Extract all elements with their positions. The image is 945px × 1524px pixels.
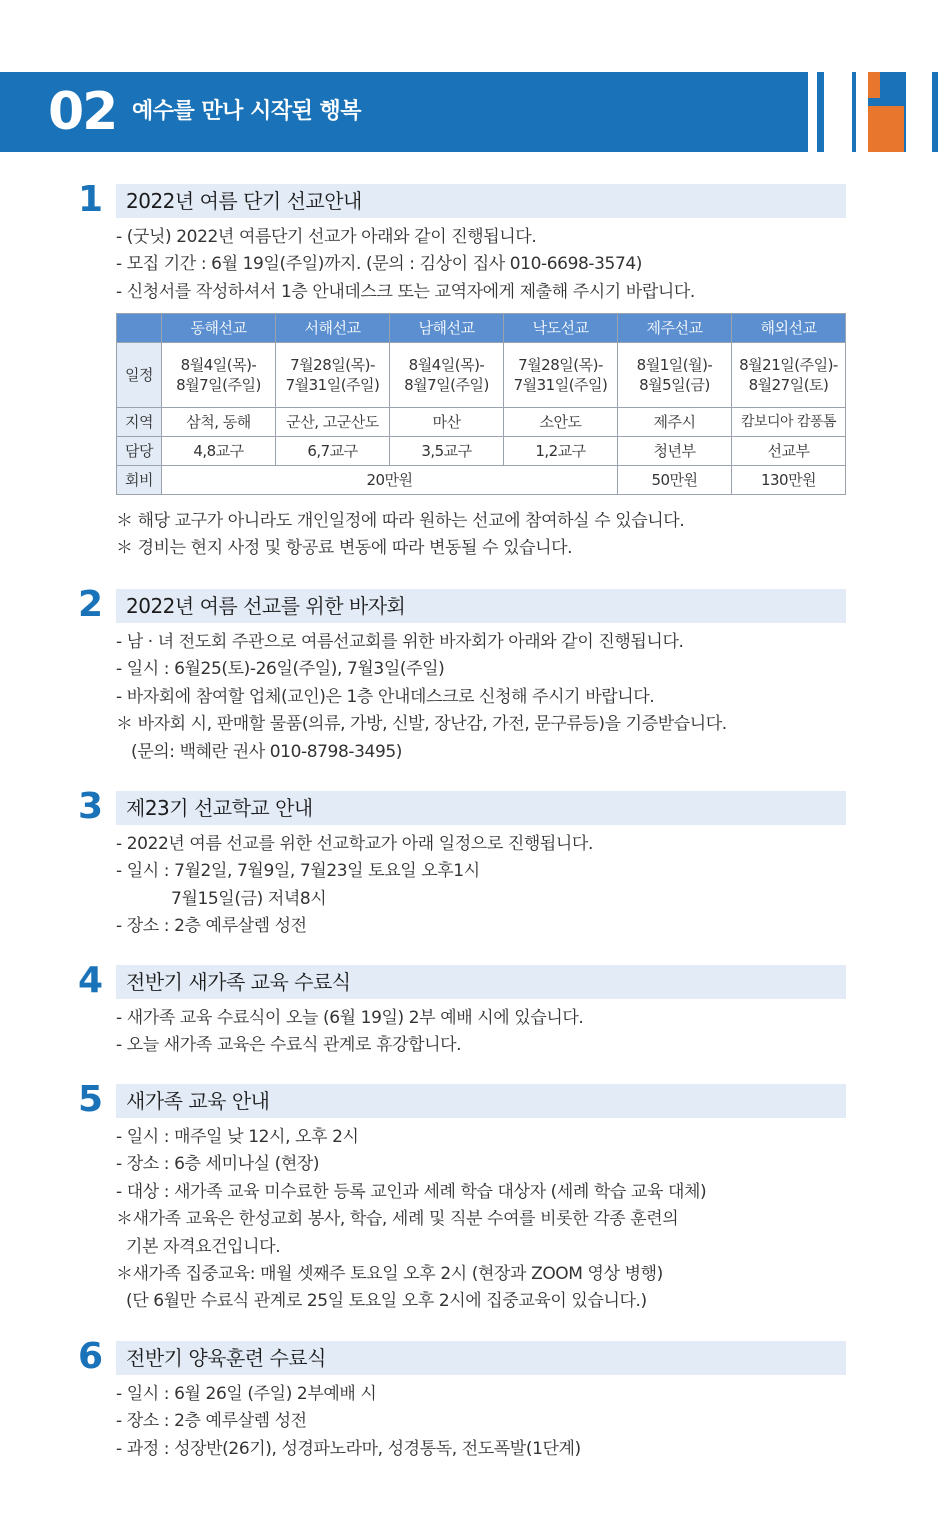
text-line: - 오늘 새가족 교육은 수료식 관계로 휴강합니다. xyxy=(116,1035,462,1056)
text-line: (단 6월만 수료식 관계로 25일 토요일 오후 2시에 집중교육이 있습니다.) xyxy=(116,1291,647,1312)
note-line: ＊ 경비는 현지 사정 및 항공료 변동에 따라 변동될 수 있습니다. xyxy=(116,538,573,559)
section-title: 새가족 교육 안내 xyxy=(126,1089,270,1113)
section-title: 전반기 양육훈련 수료식 xyxy=(126,1346,326,1370)
charge-cell: 1,2교구 xyxy=(504,437,618,466)
section-number: 4 xyxy=(78,960,104,1001)
text-line: - 바자회에 참여할 업체(교인)은 1층 안내데스크로 신청해 주시기 바랍니다. xyxy=(116,686,655,707)
region-cell: 군산, 고군산도 xyxy=(276,408,390,437)
charge-cell: 4,8교구 xyxy=(162,437,276,466)
section-header xyxy=(116,965,846,999)
table-row xyxy=(117,466,846,495)
schedule-cell: 8월4일(목)- 8월7일(주일) xyxy=(390,343,504,408)
region-cell: 삼척, 동해 xyxy=(162,408,276,437)
page-header-banner xyxy=(0,72,945,152)
table-row xyxy=(117,437,846,466)
column-header: 동해선교 xyxy=(162,314,276,343)
column-header: 남해선교 xyxy=(390,314,504,343)
section-header xyxy=(116,791,846,825)
charge-cell: 청년부 xyxy=(618,437,732,466)
column-header: 낙도선교 xyxy=(504,314,618,343)
section-number: 3 xyxy=(78,786,104,827)
section-title: 전반기 새가족 교육 수료식 xyxy=(126,970,351,994)
text-line: (문의: 백혜란 권사 010-8798-3495) xyxy=(116,741,403,762)
text-line: 기본 자격요건입니다. xyxy=(116,1236,281,1257)
text-line: - 새가족 교육 수료식이 오늘 (6월 19일) 2부 예배 시에 있습니다. xyxy=(116,1008,584,1028)
column-header: 서해선교 xyxy=(276,314,390,343)
text-line: - (굿닛) 2022년 여름단기 선교가 아래와 같이 진행됩니다. xyxy=(116,227,537,247)
section-header xyxy=(116,184,846,218)
section-body xyxy=(116,1124,876,1316)
section-number: 6 xyxy=(78,1336,104,1377)
region-cell: 마산 xyxy=(390,408,504,437)
notes-body xyxy=(116,508,876,563)
text-line: 7월15일(금) 저녁8시 xyxy=(116,888,327,909)
text-line: - 신청서를 작성하셔서 1층 안내데스크 또는 교역자에게 제출해 주시기 바랍니다. xyxy=(116,281,695,302)
column-header: 해외선교 xyxy=(732,314,846,343)
schedule-cell: 7월28일(목)- 7월31일(주일) xyxy=(276,343,390,408)
fee-cell-merged: 20만원 xyxy=(162,466,618,495)
row-header: 일정 xyxy=(117,343,162,408)
text-line: ＊새가족 집중교육: 매월 셋째주 토요일 오후 2시 (현장과 ZOOM 영상 병행) xyxy=(116,1263,663,1284)
page-number: 02 xyxy=(48,82,117,142)
text-line: - 모집 기간 : 6월 19일(주일)까지. (문의 : 김상이 집사 010-6698-3574) xyxy=(116,254,643,275)
row-header: 회비 xyxy=(117,466,162,495)
table-corner xyxy=(117,314,162,343)
region-cell: 제주시 xyxy=(618,408,732,437)
text-line: - 장소 : 6층 세미나실 (현장) xyxy=(116,1154,320,1175)
section-body xyxy=(116,831,876,941)
text-line: ＊새가족 교육은 한성교회 봉사, 학습, 세례 및 직분 수여를 비롯한 각종 훈련의 xyxy=(116,1209,679,1230)
section-header xyxy=(116,1341,846,1375)
section-title: 2022년 여름 선교를 위한 바자회 xyxy=(126,594,406,618)
section-body xyxy=(116,224,876,306)
charge-cell: 3,5교구 xyxy=(390,437,504,466)
page-title: 예수를 만나 시작된 행복 xyxy=(132,99,361,124)
text-line: - 과정 : 성장반(26기), 성경파노라마, 성경통독, 전도폭발(1단계) xyxy=(116,1438,581,1459)
fee-cell: 50만원 xyxy=(618,466,732,495)
section-header xyxy=(116,589,846,623)
mission-schedule-table xyxy=(116,313,846,495)
text-line: - 2022년 여름 선교를 위한 선교학교가 아래 일정으로 진행됩니다. xyxy=(116,834,593,854)
schedule-cell: 8월21일(주일)- 8월27일(토) xyxy=(732,343,846,408)
charge-cell: 6,7교구 xyxy=(276,437,390,466)
text-line: - 일시 : 6월25(토)-26일(주일), 7월3일(주일) xyxy=(116,659,445,680)
schedule-cell: 7월28일(목)- 7월31일(주일) xyxy=(504,343,618,408)
table-row xyxy=(117,343,846,408)
text-line: - 일시 : 매주일 낮 12시, 오후 2시 xyxy=(116,1127,359,1147)
text-line: - 남 · 녀 전도회 주관으로 여름선교회를 위한 바자회가 아래와 같이 진행됩니다. xyxy=(116,632,684,652)
text-line: ＊ 바자회 시, 판매할 물품(의류, 가방, 신발, 장난감, 가전, 문구류등)을 기증받습니다. xyxy=(116,714,727,735)
table-row xyxy=(117,408,846,437)
text-line: - 일시 : 6월 26일 (주일) 2부예배 시 xyxy=(116,1384,377,1404)
region-cell: 소안도 xyxy=(504,408,618,437)
text-line: - 일시 : 7월2일, 7월9일, 7월23일 토요일 오후1시 xyxy=(116,861,480,882)
section-number: 2 xyxy=(78,584,104,625)
fee-cell: 130만원 xyxy=(732,466,846,495)
charge-cell: 선교부 xyxy=(732,437,846,466)
text-line: - 장소 : 2층 예루살렘 성전 xyxy=(116,1411,307,1432)
church-logo-icon xyxy=(800,72,945,152)
schedule-cell: 8월1일(월)- 8월5일(금) xyxy=(618,343,732,408)
section-number: 5 xyxy=(78,1079,104,1120)
schedule-cell: 8월4일(목)- 8월7일(주일) xyxy=(162,343,276,408)
region-cell: 캄보디아 캄퐁톰 xyxy=(732,408,846,437)
note-line: ＊ 해당 교구가 아니라도 개인일정에 따라 원하는 선교에 참여하실 수 있습니다. xyxy=(116,511,685,531)
section-body xyxy=(116,1005,876,1060)
text-line: - 장소 : 2층 예루살렘 성전 xyxy=(116,916,307,937)
row-header: 담당 xyxy=(117,437,162,466)
text-line: - 대상 : 새가족 교육 미수료한 등록 교인과 세례 학습 대상자 (세례 학습 교육 대체) xyxy=(116,1181,707,1202)
section-title: 2022년 여름 단기 선교안내 xyxy=(126,189,362,213)
row-header: 지역 xyxy=(117,408,162,437)
section-body xyxy=(116,1381,876,1463)
section-title: 제23기 선교학교 안내 xyxy=(126,796,313,820)
section-body xyxy=(116,629,876,766)
column-header: 제주선교 xyxy=(618,314,732,343)
section-number: 1 xyxy=(78,179,104,220)
section-header xyxy=(116,1084,846,1118)
